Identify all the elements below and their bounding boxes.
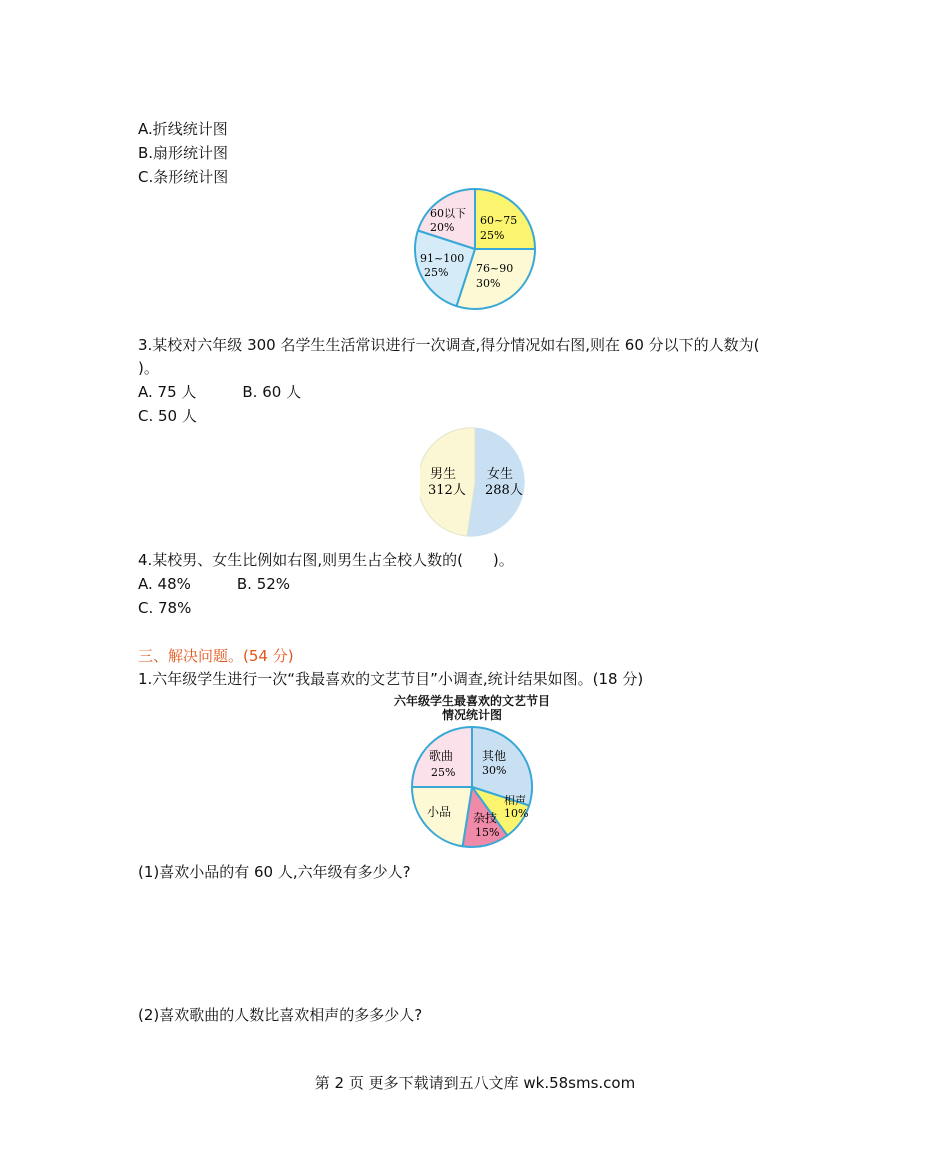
q3-option-a: A. 75 人	[138, 383, 197, 401]
q4-options-ab	[138, 574, 290, 594]
q3-text-cont: )。	[138, 359, 159, 377]
q3-option-b: B. 60 人	[242, 383, 302, 401]
label-acrobatics: 杂技	[473, 811, 498, 825]
chart-title-line1: 六年级学生最喜欢的文艺节目	[393, 694, 550, 708]
section3-sub1: (1)喜欢小品的有 60 人,六年级有多少人?	[138, 863, 411, 881]
pct-76-90: 30%	[476, 277, 501, 290]
q3-option-c: C. 50 人	[138, 407, 197, 425]
programs-pie-chart	[409, 724, 535, 854]
section3-heading: 三、解决问题。(54 分)	[138, 647, 294, 665]
label-crosstalk: 相声	[504, 794, 526, 807]
value-girls: 288人	[485, 483, 523, 498]
label-songs: 歌曲	[429, 749, 454, 763]
value-boys: 312人	[428, 483, 466, 498]
q2-option-c: C.条形统计图	[138, 168, 229, 186]
label-below-60: 60以下	[430, 207, 466, 220]
page-footer: 第 2 页 更多下载请到五八文库 wk.58sms.com	[314, 1074, 636, 1092]
pct-below-60: 20%	[430, 221, 455, 234]
chart-title-line2: 情况统计图	[441, 708, 502, 722]
q3-options-ab	[138, 382, 301, 402]
pct-other: 30%	[482, 764, 507, 777]
label-91-100: 91~100	[420, 252, 465, 265]
q4-option-a: A. 48%	[138, 575, 191, 593]
pct-acrobatics: 15%	[475, 826, 500, 839]
q4-option-b: B. 52%	[236, 575, 291, 593]
q4-option-c: C. 78%	[138, 599, 192, 617]
pct-songs: 25%	[431, 766, 456, 779]
label-girls: 女生	[487, 467, 514, 482]
section3-sub2: (2)喜欢歌曲的人数比喜欢相声的多多少人?	[138, 1006, 423, 1024]
pct-60-75: 25%	[480, 229, 505, 242]
gender-pie-chart	[420, 426, 530, 542]
q2-option-b: B.扇形统计图	[138, 144, 229, 162]
label-60-75: 60~75	[480, 214, 518, 227]
label-76-90: 76~90	[476, 262, 514, 275]
label-sketch: 小品	[427, 805, 452, 819]
label-other: 其他	[482, 749, 507, 763]
pct-crosstalk: 10%	[504, 807, 529, 820]
pct-91-100: 25%	[424, 266, 449, 279]
scores-pie-chart	[412, 186, 538, 316]
section3-q1: 1.六年级学生进行一次“我最喜欢的文艺节目”小调查,统计结果如图。(18 分)	[138, 670, 644, 688]
q3-text: 3.某校对六年级 300 名学生生活常识进行一次调查,得分情况如右图,则在 60 分以下的人数为(	[138, 336, 760, 354]
q2-option-a: A.折线统计图	[138, 120, 228, 138]
label-boys: 男生	[430, 467, 457, 482]
q4-text: 4.某校男、女生比例如右图,则男生占全校人数的( )。	[138, 551, 514, 569]
